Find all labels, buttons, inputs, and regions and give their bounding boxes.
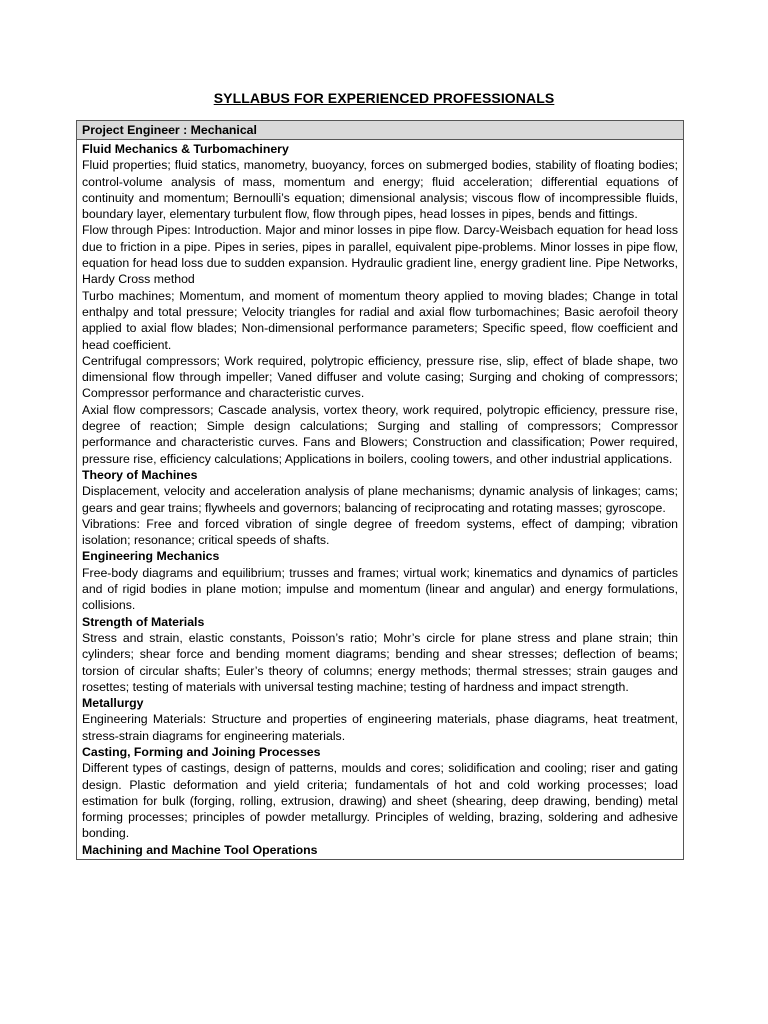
- section-title: Metallurgy: [82, 696, 144, 711]
- section-strength-of-materials: [82, 614, 678, 695]
- section-title-machining: Machining and Machine Tool Operations: [82, 842, 318, 857]
- section-engineering-mechanics: [82, 548, 678, 613]
- section-casting-forming-joining: [82, 744, 678, 842]
- paragraph: Displacement, velocity and acceleration analysis of plane mechanisms; dynamic analysis of linkages; cams; gears and gear trains; flywheels and governors; balancing of reciprocating and rotating masses; gyroscope.: [82, 484, 678, 515]
- page-title: SYLLABUS FOR EXPERIENCED PROFESSIONALS: [213, 90, 555, 106]
- box-header: Project Engineer : Mechanical: [77, 121, 683, 140]
- paragraph: Centrifugal compressors; Work required, polytropic efficiency, pressure rise, slip, effect of blade shape, two dimensional flow through impeller; Vaned diffuser and volute casing; Surging and choking of compressors; Compressor performance and characteristic curves.: [82, 353, 678, 401]
- section-fluid-mechanics: [82, 141, 678, 467]
- paragraph: Vibrations: Free and forced vibration of single degree of freedom systems, effect of damping; vibration isolation; resonance; critical speeds of shafts.: [82, 516, 678, 548]
- syllabus-box: [76, 120, 684, 860]
- paragraph: Stress and strain, elastic constants, Poisson’s ratio; Mohr’s circle for plane stress and plane strain; thin cylinders; shear force and bending moment diagrams; bending and shear stresses; deflection of beams; torsion of circular shafts; Euler’s theory of columns; energy methods; thermal stresses; strain gauges and rosettes; testing of materials with universal testing machine; testing of hardness and impact strength.: [82, 630, 678, 694]
- section-title: Theory of Machines: [82, 467, 198, 482]
- section-title: Engineering Mechanics: [82, 549, 220, 564]
- paragraph: Engineering Materials: Structure and properties of engineering materials, phase diagrams, heat treatment, stress-strain diagrams for engineering materials.: [82, 712, 678, 743]
- section-metallurgy: [82, 695, 678, 744]
- syllabus-content: [77, 140, 683, 859]
- section-title: Casting, Forming and Joining Processes: [82, 744, 321, 759]
- paragraph: Free-body diagrams and equilibrium; trusses and frames; virtual work; kinematics and dynamics of particles and of rigid bodies in plane motion; impulse and momentum (linear and angular) and energy formulations, collisions.: [82, 565, 678, 613]
- section-title: Fluid Mechanics & Turbomachinery: [82, 142, 289, 156]
- paragraph: Turbo machines; Momentum, and moment of momentum theory applied to moving blades; Change in total enthalpy and total pressure; Velocity triangles for radial and axial flow turbomachines; Basic aerofoil theory applied to axial flow blades; Non-dimensional performance parameters; Specific speed, flow coefficient and head coefficient.: [82, 288, 678, 352]
- paragraph: Axial flow compressors; Cascade analysis, vortex theory, work required, polytropic efficiency, pressure rise, degree of reaction; Simple design calculations; Surging and stalling of compressors; Compressor performance and characteristic curves. Fans and Blowers; Construction and classification; Power required, pressure rise, efficiency calculations; Applications in boilers, cooling towers, and other industrial applications.: [82, 402, 678, 466]
- paragraph: Fluid properties; fluid statics, manometry, buoyancy, forces on submerged bodies, stability of floating bodies; control-volume analysis of mass, momentum and energy; fluid acceleration; differential equations of continuity and momentum; Bernoulli’s equation; dimensional analysis; viscous flow of incompressible fluids, boundary layer, elementary turbulent flow, flow through pipes, head losses in pipes, bends and fittings.: [82, 158, 678, 222]
- section-title: Strength of Materials: [82, 614, 205, 629]
- paragraph: Flow through Pipes: Introduction. Major and minor losses in pipe flow. Darcy-Weisbach equation for head loss due to friction in a pipe. Pipes in series, pipes in parallel, equivalent pipe-problems. Minor losses in pipe flow, equation for head loss due to sudden expansion. Hydraulic gradient line, energy gradient line. Pipe Networks, Hardy Cross method: [82, 223, 678, 287]
- paragraph: Different types of castings, design of patterns, moulds and cores; solidification and cooling; riser and gating design. Plastic deformation and yield criteria; fundamentals of hot and cold working processes; load estimation for bulk (forging, rolling, extrusion, drawing) and sheet (shearing, deep drawing, bending) metal forming processes; principles of powder metallurgy. Principles of welding, brazing, soldering and adhesive bonding.: [82, 761, 678, 841]
- section-theory-of-machines: [82, 467, 678, 548]
